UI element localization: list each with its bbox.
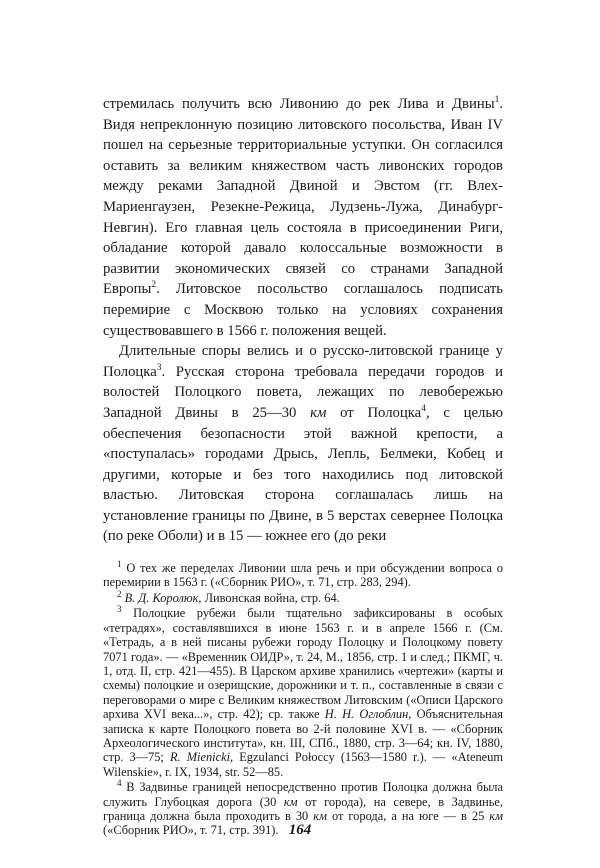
footnote-1 <box>103 558 503 590</box>
text-run: . Видя непреклонную позицию литовского посольства, Иван IV пошел на серьезные территориальные уступки. Он согласился оставить за великим княжеством часть ливонских городов между реками Западной Двиной и Эвстом (гг. Влех-Мариенгаузен, Резекне-Режица, Лудзень-Лужа, Динабург-Невгин). Его главная цель состояла в присоединении Риги, обладание которой давало колоссальные возможности в развитии экономических связей со странами Западной Европы <box>103 96 503 298</box>
footnote-mark: 3 <box>117 604 122 615</box>
unit-km: км <box>313 808 327 823</box>
footnote-ref: 2 <box>151 280 157 291</box>
footnote-ref: 1 <box>494 95 500 106</box>
paragraph-1 <box>103 94 503 341</box>
text-run: , с целью обеспечения безопасности этой важной крепости, а «поступалась» городами Дрысь, Лепль, Белмеки, Кобец и другими, которые и без того находились под литовской властью. Литовская сторона соглашалась лишь на установление границы по Двине, в 5 верстах севернее Полоцка (по реке Оболи) и в 15 — южнее его (до реки <box>103 404 504 545</box>
text-run: от Полоцка <box>326 404 422 421</box>
footnote-text: В Задвинье границей непосредственно против Полоцка должна была служить Глубоцкая дорога (30 <box>103 780 503 809</box>
unit-km: км <box>489 808 503 823</box>
text-run: Длительные споры велись и о русско-литовской границе у Полоцка <box>103 343 503 380</box>
footnote-mark: 1 <box>117 558 122 569</box>
main-text <box>103 94 503 547</box>
footnote-text: Egzulanci Połoccy (1563—1580 r.). — «Ateneum Wilenskie», r. IX, 1934, str. 52—85. <box>103 750 503 779</box>
footnote-author: В. Д. Королюк, <box>124 590 202 605</box>
page-content <box>103 94 503 839</box>
footnote-text: Полоцкие рубежи были тщательно зафиксированы в особых «тетрадях», составлявшихся в июне 1563 г. и в апреле 1566 г. (См. «Тетрадь, а в ней писаны рубежи городу Полоцку и Полоцкому повету 7071 года». — «Временник ОИДР», т. 24, М., 1856, стр. 1 и след.; ПКМГ, ч. 1, отд. II, стр. 421—455). В Царском архиве хранились «чертежи» (карты и схемы) полоцкие и озерищские, дорожники и т. п., составленные в связи с переговорами о мире с Великим княжеством Литовским («Описи Царского архива XVI века...», стр. 42); ср. также <box>103 606 503 722</box>
footnotes <box>103 558 503 838</box>
footnote-mark: 2 <box>117 588 122 599</box>
footnote-mark: 4 <box>117 778 122 789</box>
footnote-text: от города, а на юге — в 25 <box>326 808 490 823</box>
text-run: стремилась получить всю Ливонию до рек Лива и Двины <box>103 96 495 112</box>
footnote-3 <box>103 606 503 779</box>
footnote-text: от города), на севере, в Задвинье, граница должна была проходить в 30 <box>103 794 503 823</box>
footnote-author: Н. Н. Оглоблин, <box>324 707 412 722</box>
footnote-text: О тех же переделах Ливонии шла речь и при обсуждении вопроса о перемирии в 1563 г. («Сборник РИО», т. 71, стр. 283, 294). <box>103 561 503 590</box>
footnote-text: («Сборник РИО», т. 71, стр. 391). <box>103 823 279 838</box>
footnote-2 <box>103 588 503 605</box>
footnote-ref: 4 <box>421 404 426 415</box>
unit-km: км <box>283 794 298 809</box>
page-number: 164 <box>288 822 312 838</box>
text-run: . Литовское посольство соглашалось подписать перемирие с Москвою только на условиях сохранения существовавшего в 1566 г. положения вещей. <box>103 281 503 339</box>
footnote-author: R. Mienicki, <box>169 750 234 765</box>
footnote-text: Ливонская война, стр. 64. <box>201 590 340 605</box>
footnote-text: Объяснительная записка к карте Полоцкого повета во 2-й половине XVI в. — «Сборник Археологического института», кн. III, СПб., 1880, стр. 3—64; кн. IV, 1880, стр. 3—75; <box>103 707 503 765</box>
text-run: . Русская сторона требовала передачи городов и волостей Полоцкого повета, лежащих по левобережью Западной Двины в 25—30 <box>103 363 503 421</box>
unit-km: км <box>310 404 327 421</box>
footnote-ref: 3 <box>156 362 162 373</box>
paragraph-2 <box>103 341 503 547</box>
